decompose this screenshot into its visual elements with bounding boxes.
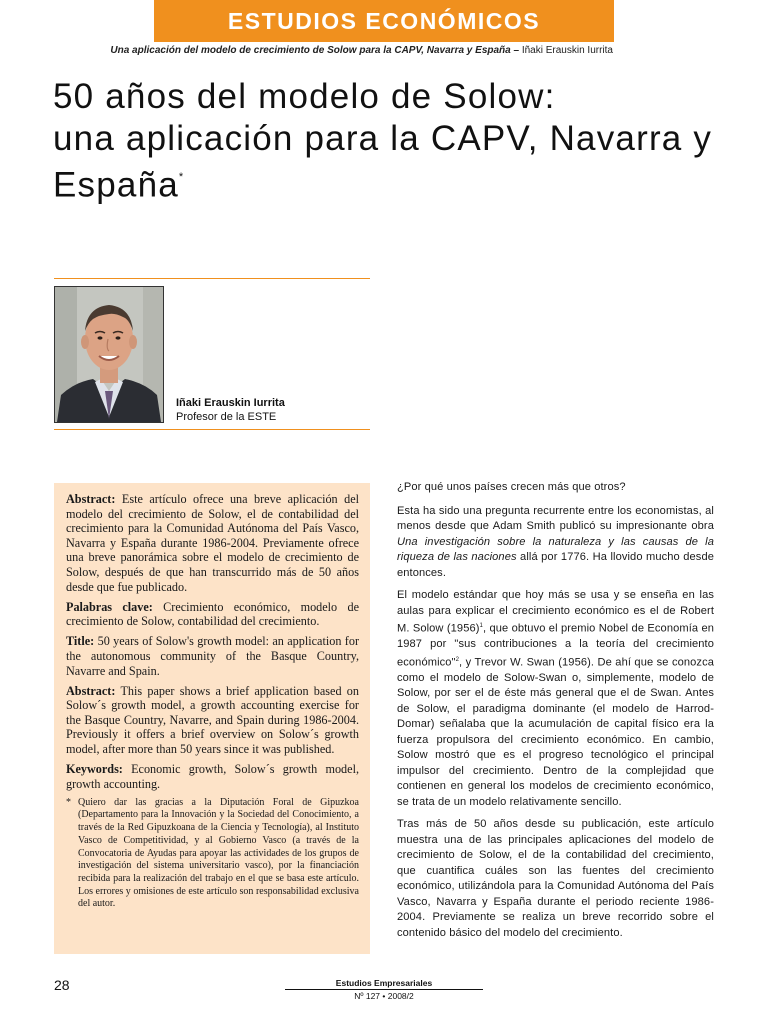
body-paragraph-1: [397, 504, 714, 582]
body-paragraph-3: Tras más de 50 años desde su publicación, este artículo muestra una de las principales aplicaciones del modelo de crecimiento de Solow, el de la contabilidad del crecimiento, que cuantifica cuáles son las fuentes del crecimiento económico, utilizándola para la Comunidad Autónoma del País Vasco, Navarra y España durante el periodo reciente 1986-2004. Previamente se realiza un breve recorrido sobre el contenido básico del modelo del crecimiento.: [397, 818, 714, 939]
title-line-3: España: [53, 165, 179, 205]
acknowledgement-footnote: [66, 797, 359, 911]
page-number: 28: [54, 977, 70, 993]
running-author: Iñaki Erauskin Iurrita: [521, 45, 613, 56]
author-rule-bottom: [54, 429, 370, 430]
keywords-es: [66, 600, 359, 629]
title-footnote-mark: *: [178, 171, 185, 183]
p2-text-b: , que obtuvo el premio Nobel de Economía en 1987 por "sus contribuciones a la teoría del crecimiento económico": [397, 622, 714, 669]
p1-text-a: Esta ha sido una pregunta recurrente entre los economistas, al menos desde que Adam Smith publicó su impresionante obra: [397, 504, 714, 532]
keywords-en-text: Economic growth, Solow´s growth model, growth accounting.: [66, 762, 359, 791]
p1-text-b: allá por 1776. Ha llovido mucho desde entonces.: [397, 551, 714, 579]
body-column: [397, 480, 714, 948]
body-paragraph-2: [397, 588, 714, 810]
running-title: Una aplicación del modelo de crecimiento de Solow para la CAPV, Navarra y España: [110, 45, 511, 56]
title-line-1: 50 años del modelo de Solow:: [53, 77, 556, 116]
abstract-en: [66, 684, 359, 757]
title-en-label: Title:: [66, 634, 95, 649]
footnote-text: Quiero dar las gracias a la Diputación Foral de Gipuzkoa (Departamento para la Innovación y la Sociedad del Conocimiento, a través de la Red Gipuzkoana de la Ciencia y Tecnología), al Instituto Vasco de Competitividad, y al Gobierno Vasco (a través de la Convocatoria de Ayudas para apoyar las actividades de los grupos de investigación del sistema universitario vasco), por la financiación recibida para la realización del trabajo en el que se basa este artículo. Los errores y omisiones de este artículo son responsabilidad exclusiva del autor.: [78, 796, 359, 910]
abstract-es-label: Abstract:: [66, 492, 116, 506]
article-title: [53, 76, 733, 207]
body-question: ¿Por qué unos países crecen más que otros?: [397, 481, 626, 493]
p1-book-title: Una investigación sobre la naturaleza y las causas de la riqueza de las naciones: [397, 535, 714, 563]
footer-rule: [285, 989, 483, 990]
running-separator: –: [510, 45, 522, 56]
author-photo: [54, 286, 164, 423]
running-head: [100, 45, 613, 56]
abstract-en-text: This paper shows a brief application based on Solow´s growth model, a growth accounting exercise for the Basque Country, Navarre, and Spain during 1986-2004. Previously it offers a brief overview on Solow´s growth model, after more than 50 years since it was published.: [66, 683, 359, 756]
p2-footnote-ref-1: 1: [479, 623, 483, 629]
keywords-en-label: Keywords:: [66, 762, 123, 777]
author-name: Iñaki Erauskin Iurrita: [176, 397, 285, 409]
author-portrait-image: [55, 287, 163, 422]
footer-issue: Nº 127 • 2008/2: [354, 991, 414, 1001]
abstract-en-label: Abstract:: [66, 683, 116, 698]
keywords-en: [66, 762, 359, 791]
footer-journal: Estudios Empresariales: [335, 978, 433, 988]
footnote-mark: *: [66, 796, 71, 808]
author-role: Profesor de la ESTE: [176, 411, 277, 423]
p2-footnote-ref-2: 2: [455, 656, 460, 663]
keywords-es-label: Palabras clave:: [66, 599, 153, 614]
abstract-box: [54, 483, 370, 954]
title-en: [66, 634, 359, 678]
author-rule-top: [54, 278, 370, 279]
p2-text-a: El modelo estándar que hoy más se usa y se enseña en las aulas para explicar el crecimiento económico es el de Robert M. Solow (1956): [397, 589, 714, 635]
keywords-es-text: Crecimiento económico, modelo de crecimiento de Solow, contabilidad del crecimiento.: [66, 599, 359, 629]
abstract-es: [66, 492, 359, 594]
title-line-2: una aplicación para la CAPV, Navarra y: [53, 119, 713, 158]
abstract-es-text: Este artículo ofrece una breve aplicación del modelo del crecimiento de Solow, el de contabilidad del crecimiento para la Comunidad Autónoma del País Vasco, Navarra y España durante 1986-2004. Previamente ofrece una breve panorámica sobre el modelo de crecimiento de Solow, después de que han transcurrido más de 50 años desde que fue publicado.: [66, 492, 360, 594]
section-banner: [154, 0, 614, 42]
p2-text-c: , y Trevor W. Swan (1956). De ahí que se conozca como el modelo de Solow-Swan o, simplemente, modelo de Solow, por ser el de éste más general que el de Swan. Antes de Solow, el paradigma dominante (el modelo de Harrod-Domar) señalaba que la acumulación de capital físico era la fuerza propulsora del crecimiento económico. En cambio, Solow mostró que es el progreso tecnológico el principal impulsor del crecimiento. Dentro de la complejidad que contienen en general los modelos de crecimiento económico, se trata de un modelo relativamente sencillo.: [397, 656, 714, 808]
title-en-text: 50 years of Solow's growth model: an application for the autonomous community of the Basque Country, Navarre and Spain.: [66, 634, 360, 678]
section-title: ESTUDIOS ECONÓMICOS: [227, 7, 541, 34]
